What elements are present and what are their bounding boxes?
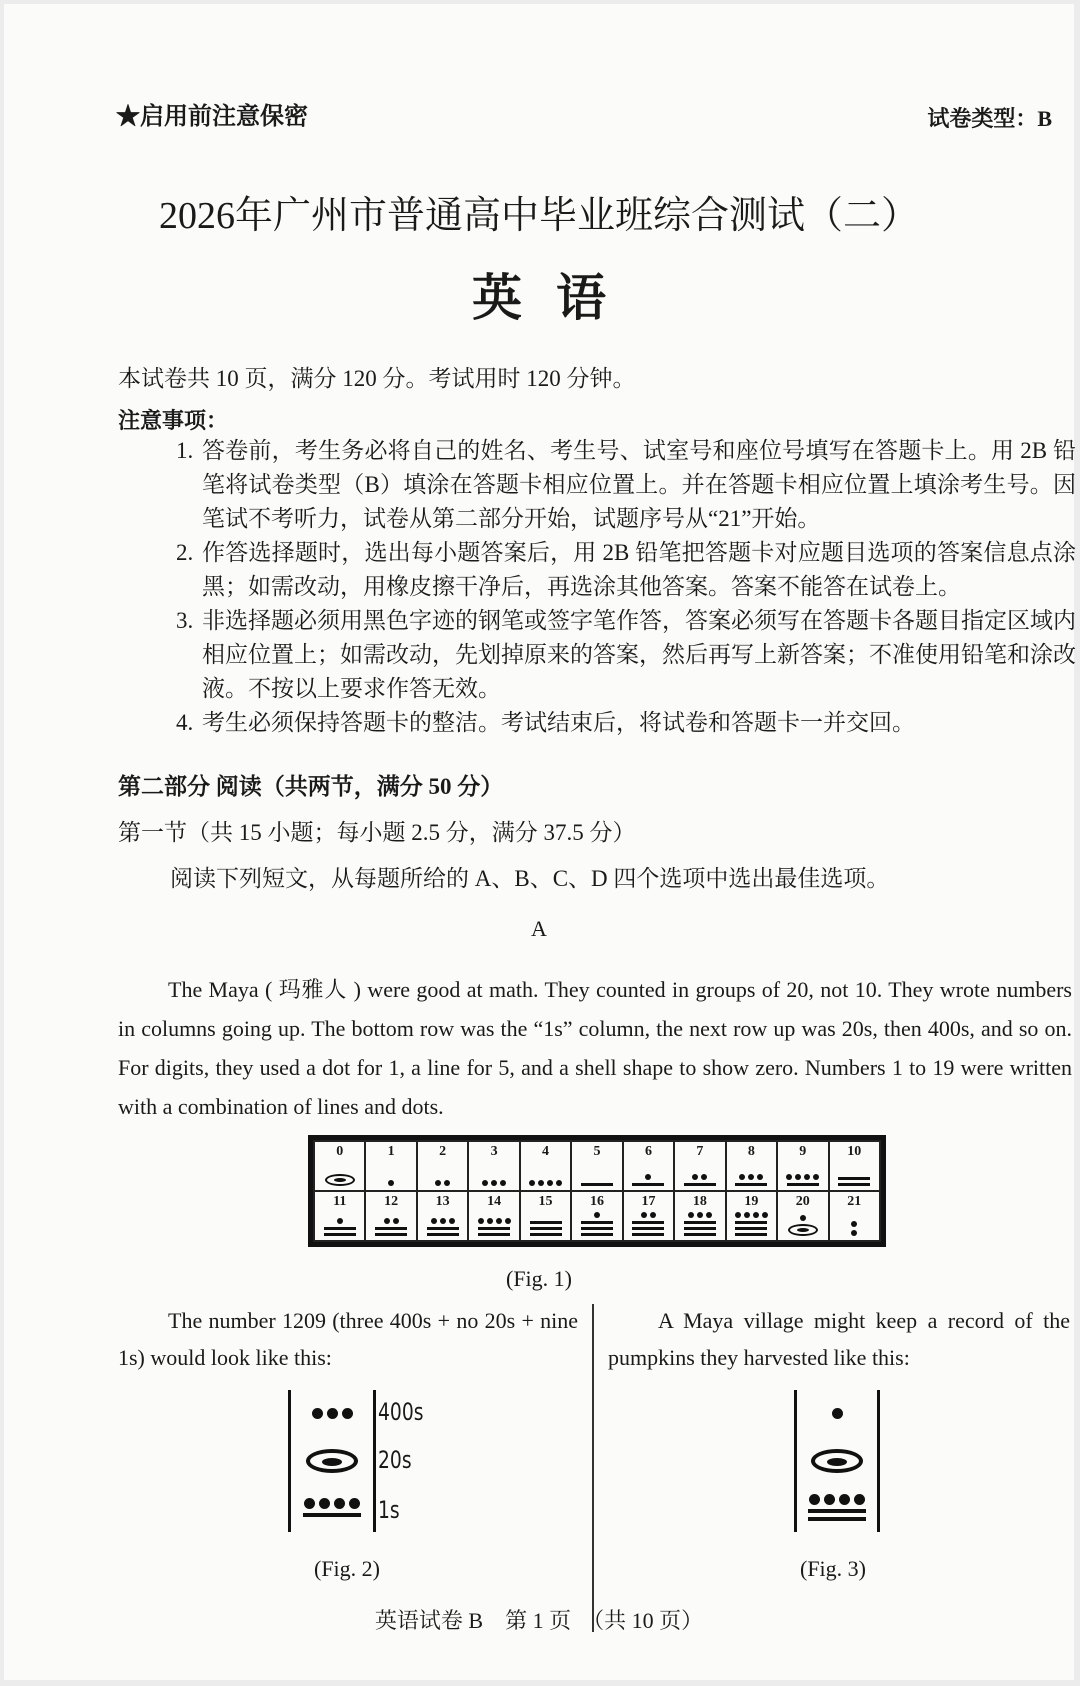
exam-page xyxy=(4,4,1074,1680)
numeral-label: 21 xyxy=(847,1194,862,1209)
numeral-label: 12 xyxy=(384,1194,399,1209)
numeral-cell xyxy=(726,1191,777,1241)
notice-list xyxy=(176,434,1076,740)
fig3-row-middle xyxy=(797,1437,877,1484)
maya-numeral-glyph xyxy=(315,1218,364,1236)
numeral-cell xyxy=(468,1141,519,1191)
numeral-cell xyxy=(314,1141,365,1191)
confidential-note: ★启用前注意保密 xyxy=(116,104,308,130)
fig2-row-400s xyxy=(291,1390,373,1437)
notice-heading: 注意事项： xyxy=(118,408,229,433)
fig3-description: A Maya village might keep a record of the pumpkins they harvested like this: xyxy=(608,1308,1070,1370)
numeral-cell xyxy=(674,1191,725,1241)
numeral-cell xyxy=(674,1141,725,1191)
maya-numeral-glyph xyxy=(624,1174,673,1186)
numeral-label: 19 xyxy=(744,1194,759,1209)
numeral-cell xyxy=(365,1191,416,1241)
maya-numeral-glyph xyxy=(366,1180,415,1186)
passage-paragraph: The Maya ( 玛雅人 ) were good at math. They counted in groups of 20, not 10. They wrote numbers in columns going up. The bottom row was the “1s” column, the next row up was 20s, then 400s, and so on. For digits, they used a dot for 1, a line for 5, and a shell shape to show zero. Numbers 1 to 19 were written with a combination of lines and dots. xyxy=(118,977,1072,1119)
notice-item: 2. 作答选择题时，选出每小题答案后，用 2B 铅笔把答题卡对应题目选项的答案信息点涂黑；如需改动，用橡皮擦干净后，再选涂其他答案。答案不能答在试卷上。 xyxy=(176,540,1076,599)
numeral-label: 4 xyxy=(542,1144,550,1159)
page-footer: 英语试卷 B 第 1 页 （共 10 页） xyxy=(374,1608,704,1633)
subject-title: 英语 xyxy=(472,270,640,326)
numeral-label: 8 xyxy=(747,1144,755,1159)
maya-numeral-glyph xyxy=(572,1212,621,1236)
label-20s: 20s xyxy=(378,1446,412,1474)
fig3-row-top xyxy=(797,1390,877,1437)
numeral-label: 5 xyxy=(593,1144,601,1159)
numeral-cell xyxy=(571,1191,622,1241)
reading-instruction: 阅读下列短文，从每题所给的 A、B、C、D 四个选项中选出最佳选项。 xyxy=(170,866,890,891)
numeral-label: 3 xyxy=(490,1144,498,1159)
numeral-label: 20 xyxy=(795,1194,810,1209)
numeral-cell xyxy=(623,1191,674,1241)
notice-item: 4. 考生必须保持答题卡的整洁。考试结束后，将试卷和答题卡一并交回。 xyxy=(176,710,915,735)
maya-numeral-glyph xyxy=(830,1221,879,1236)
maya-numeral-glyph xyxy=(830,1177,879,1186)
numeral-cell xyxy=(726,1141,777,1191)
fig3-caption: (Fig. 3) xyxy=(800,1556,866,1581)
maya-numeral-glyph xyxy=(418,1218,467,1236)
numeral-cell xyxy=(520,1191,571,1241)
numeral-label: 10 xyxy=(847,1144,862,1159)
numeral-cell xyxy=(829,1191,880,1241)
numeral-label: 15 xyxy=(538,1194,553,1209)
maya-numeral-glyph xyxy=(521,1180,570,1186)
numeral-label: 7 xyxy=(696,1144,704,1159)
numeral-label: 16 xyxy=(589,1194,604,1209)
numeral-cell xyxy=(623,1141,674,1191)
maya-numeral-glyph xyxy=(469,1180,518,1186)
maya-numeral-glyph xyxy=(469,1218,518,1236)
maya-numeral-glyph xyxy=(727,1212,776,1236)
numeral-cell xyxy=(468,1191,519,1241)
fig3-row-bottom xyxy=(797,1484,877,1531)
numeral-label: 13 xyxy=(435,1194,450,1209)
notice-item: 1. 答卷前，考生务必将自己的姓名、考生号、试室号和座位号填写在答题卡上。用 2B 铅笔将试卷类型（B）填涂在答题卡相应位置上。并在答题卡相应位置上填涂考生号。因笔试不考听力，试卷从第二部分开始，试题序号从“21”开始。 xyxy=(176,438,1076,531)
numeral-cell xyxy=(571,1141,622,1191)
maya-numeral-glyph xyxy=(366,1218,415,1236)
numeral-label: 1 xyxy=(387,1144,395,1159)
paper-type: 试卷类型：B xyxy=(927,106,1052,131)
maya-numeral-glyph xyxy=(572,1183,621,1186)
section1-heading: 第一节（共 15 小题；每小题 2.5 分，满分 37.5 分） xyxy=(118,820,636,845)
exam-intro: 本试卷共 10 页，满分 120 分。考试用时 120 分钟。 xyxy=(118,366,636,391)
maya-numeral-glyph xyxy=(521,1221,570,1236)
fig1-caption: (Fig. 1) xyxy=(506,1266,572,1291)
numeral-cell xyxy=(417,1191,468,1241)
exam-title: 2026年广州市普通高中毕业班综合测试（二） xyxy=(158,195,919,237)
numeral-cell xyxy=(314,1191,365,1241)
maya-numeral-glyph xyxy=(778,1174,827,1186)
fig2-row-1s xyxy=(291,1484,373,1531)
shell-zero-icon xyxy=(811,1449,863,1473)
numeral-label: 6 xyxy=(644,1144,652,1159)
numeral-label: 11 xyxy=(333,1194,347,1209)
numeral-cell xyxy=(365,1141,416,1191)
numeral-cell xyxy=(777,1141,828,1191)
shell-zero-icon xyxy=(306,1449,358,1473)
numeral-cell xyxy=(520,1141,571,1191)
maya-numeral-glyph xyxy=(418,1180,467,1186)
numeral-label: 2 xyxy=(439,1144,447,1159)
numeral-cell xyxy=(829,1141,880,1191)
fig2-numeral-1209 xyxy=(288,1390,376,1532)
label-400s: 400s xyxy=(378,1398,424,1426)
maya-numeral-table xyxy=(308,1135,886,1247)
numeral-label: 17 xyxy=(641,1194,656,1209)
maya-numeral-glyph xyxy=(624,1212,673,1236)
numeral-cell xyxy=(417,1141,468,1191)
maya-numeral-glyph xyxy=(315,1174,364,1186)
numeral-label: 9 xyxy=(799,1144,807,1159)
column-divider xyxy=(592,1304,594,1632)
fig2-row-20s xyxy=(291,1437,373,1484)
maya-numeral-glyph xyxy=(727,1174,776,1186)
fig2-description: The number 1209 (three 400s + no 20s + nine 1s) would look like this: xyxy=(118,1308,578,1370)
passage-label: A xyxy=(531,916,547,941)
part2-heading: 第二部分 阅读（共两节，满分 50 分） xyxy=(118,774,504,799)
numeral-label: 14 xyxy=(487,1194,502,1209)
fig3-pumpkin-record xyxy=(794,1390,880,1532)
fig2-caption: (Fig. 2) xyxy=(314,1556,380,1581)
label-1s: 1s xyxy=(378,1496,400,1524)
maya-numeral-glyph xyxy=(675,1212,724,1236)
maya-numeral-glyph xyxy=(778,1215,827,1236)
numeral-cell xyxy=(777,1191,828,1241)
numeral-label: 0 xyxy=(336,1144,344,1159)
notice-item: 3. 非选择题必须用黑色字迹的钢笔或签字笔作答，答案必须写在答题卡各题目指定区域内相应位置上；如需改动，先划掉原来的答案，然后再写上新答案；不准使用铅笔和涂改液。不按以上要求作答无效。 xyxy=(176,608,1076,701)
numeral-label: 18 xyxy=(692,1194,707,1209)
maya-numeral-glyph xyxy=(675,1174,724,1186)
